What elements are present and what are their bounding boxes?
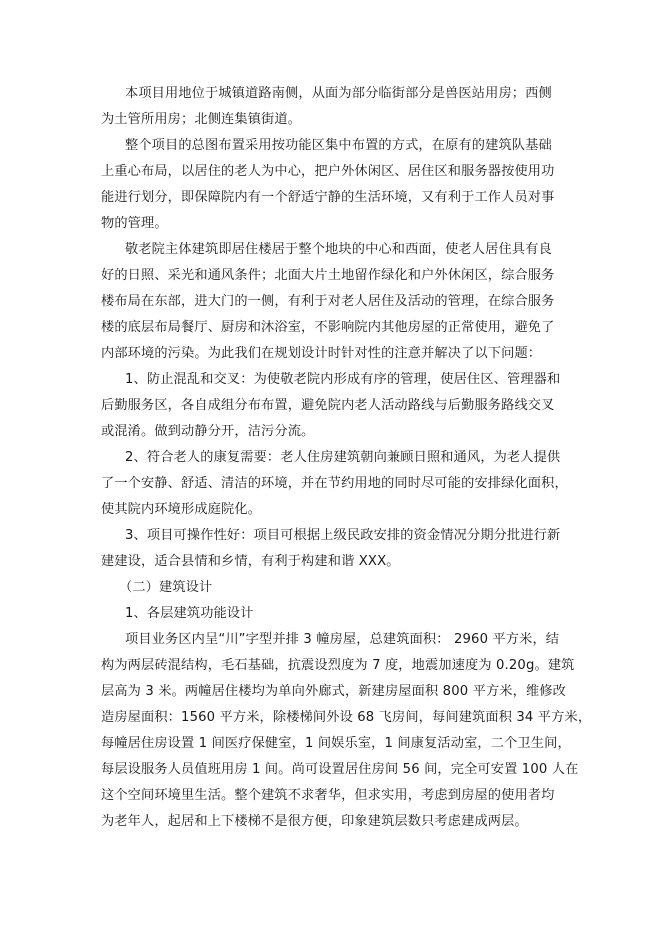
paragraph-3-line-3: 楼布局在东部，进大门的一侧，有利于对老人居住及活动的管理，在综合服务 (101, 294, 555, 309)
paragraph-4-line-1: 项目业务区内呈“川”字型并排 3 幢房屋，总建筑面积： 2960 平方米，结 (125, 632, 560, 647)
paragraph-1-line-2: 为土管所用房；北侧连集镇街道。 (101, 112, 302, 127)
section-heading: （二）建筑设计 (119, 580, 213, 595)
item-3-line-1: 3、项目可操作性好：项目可根据上级民政安排的资金情况分期分批进行新 (125, 528, 561, 543)
paragraph-2-line-2: 上重心布局，以居住的老人为中心，把户外休闲区、居住区和服务器按使用功 (101, 164, 555, 179)
item-2-line-3: 使其院内环境形成庭院化。 (101, 502, 262, 517)
item-2-line-2: 了一个安静、舒适、清洁的环境，并在节约用地的同时尽可能的安排绿化面积， (101, 476, 568, 491)
paragraph-4-line-5: 每幢居住房设置 1 间医疗保健室，1 间娱乐室，1 间康复活动室，二个卫生间， (101, 736, 571, 751)
paragraph-4-line-6: 每层设服务人员值班用房 1 间。尚可设置居住房间 56 间，完全可安置 100 人在 (101, 762, 579, 777)
subsection-heading: 1、各层建筑功能设计 (125, 606, 254, 621)
item-1-line-2: 后勤服务区，各自成组分布布置，避免院内老人活动路线与后勤服务路线交叉 (101, 398, 555, 413)
paragraph-3-line-5: 内部环境的污染。为此我们在规划设计时针对性的注意并解决了以下问题： (101, 346, 542, 361)
paragraph-2-line-3: 能进行划分，即保障院内有一个舒适宁静的生活环境，又有利于工作人员对事 (101, 190, 555, 205)
item-2-line-1: 2、符合老人的康复需要：老人住房建筑朝向兼顾日照和通风，为老人提供 (125, 450, 561, 465)
paragraph-3-line-2: 好的日照、采光和通风条件；北面大片土地留作绿化和户外休闲区，综合服务 (101, 268, 555, 283)
paragraph-4-line-2: 构为两层砖混结构，毛石基础，抗震设烈度为 7 度，地震加速度为 0.20g。建筑 (101, 658, 575, 673)
paragraph-2-line-4: 物的管理。 (101, 216, 168, 231)
item-3-line-2: 建建设，适合县情和乡情，有利于构建和谐 XXX。 (101, 554, 400, 569)
paragraph-4-line-4: 造房屋面积：1560 平方米，除楼梯间外设 68 飞房间，每间建筑面积 34 平方米， (101, 710, 592, 725)
paragraph-4-line-8: 为老年人，起居和上下楼梯不是很方便，印象建筑层数只考虑建成两层。 (101, 814, 528, 829)
item-1-line-1: 1、防止混乱和交叉：为使敬老院内形成有序的管理，使居住区、管理器和 (125, 372, 561, 387)
paragraph-4-line-3: 层高为 3 米。两幢居住楼均为单向外廊式，新建房屋面积 800 平方米，维修改 (101, 684, 566, 699)
paragraph-4-line-7: 这个空间环境里生活。整个建筑不求奢华，但求实用，考虑到房屋的使用者均 (101, 788, 555, 803)
paragraph-3-line-4: 楼的底层布局餐厅、厨房和沐浴室，不影响院内其他房屋的正常使用，避免了 (101, 320, 555, 335)
item-1-line-3: 或混淆。做到动静分开，洁污分流。 (101, 424, 315, 439)
paragraph-3-line-1: 敬老院主体建筑即居住楼居于整个地块的中心和西面，使老人居住具有良 (125, 242, 552, 257)
paragraph-1-line-1: 本项目用地位于城镇道路南侧，从面为部分临街部分是兽医站用房；西侧 (125, 86, 552, 101)
paragraph-2-line-1: 整个项目的总图布置采用按功能区集中布置的方式，在原有的建筑队基础 (125, 138, 552, 153)
